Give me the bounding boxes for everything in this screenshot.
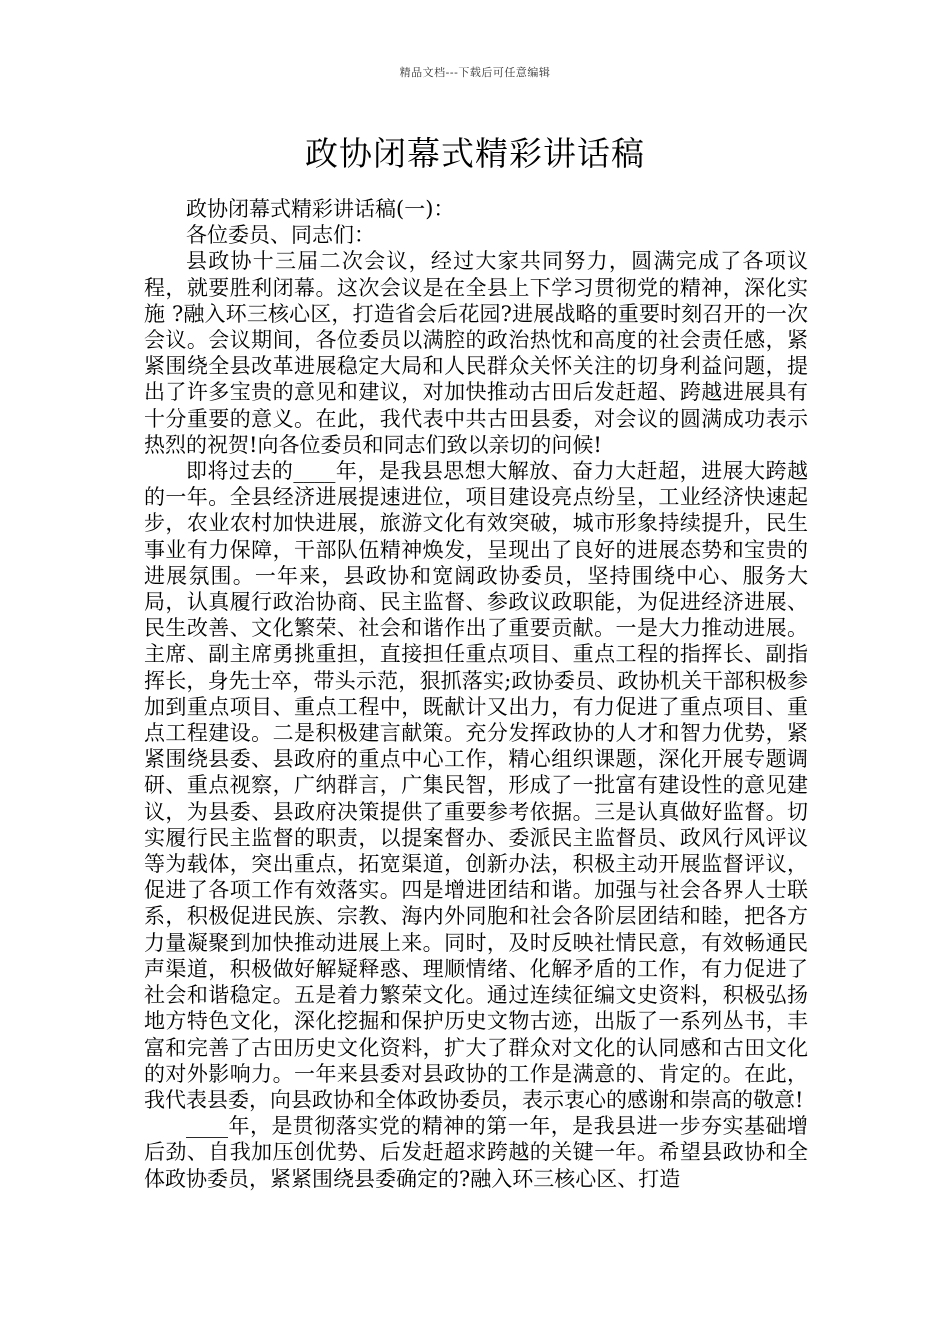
document-body bbox=[144, 196, 808, 1192]
body-paragraph: ____年，是贯彻落实党的精神的第一年，是我县进一步夯实基础增后劲、自我加压创优势、后发赶超求跨越的关键一年。希望县政协和全体政协委员，紧紧围绕县委确定的?融入环三核心区、打造 bbox=[144, 1114, 808, 1191]
document-title: 政协闭幕式精彩讲话稿 bbox=[305, 134, 645, 173]
page-header-note: 精品文档---下载后可任意编辑 bbox=[399, 66, 551, 79]
speech-subtitle: 政协闭幕式精彩讲话稿(一)： bbox=[186, 197, 455, 221]
body-paragraph: 县政协十三届二次会议，经过大家共同努力，圆满完成了各项议程，就要胜利闭幕。这次会议是在全县上下学习贯彻党的精神，深化实施 ?融入环三核心区，打造省会后花园?进展战略的重要时刻召开的一次会议。会议期间，各位委员以满腔的政治热忱和高度的社会责任感，紧紧围绕全县改革进展稳定大局和人民群众关怀关注的切身利益问题，提出了许多宝贵的意见和建议，对加快推动古田后发赶超、跨越进展具有十分重要的意义。在此，我代表中共古田县委，对会议的圆满成功表示热烈的祝贺!向各位委员和同志们致以亲切的问候! bbox=[144, 249, 808, 457]
salutation: 各位委员、同志们： bbox=[186, 223, 375, 248]
body-paragraph: 即将过去的____年，是我县思想大解放、奋力大赶超，进展大跨越的一年。全县经济进展提速进位，项目建设亮点纷呈，工业经济快速起步，农业农村加快进展，旅游文化有效突破，城市形象持续提升，民生事业有力保障，干部队伍精神焕发，呈现出了良好的进展态势和宝贵的进展氛围。一年来，县政协和宽阔政协委员，坚持围绕中心、服务大局，认真履行政治协商、民主监督、参政议政职能，为促进经济进展、民生改善、文化繁荣、社会和谐作出了重要贡献。一是大力推动进展。主席、副主席勇挑重担，直接担任重点项目、重点工程的指挥长、副指挥长，身先士卒，带头示范，狠抓落实;政协委员、政协机关干部积极参加到重点项目、重点工程中，既献计又出力，有力促进了重点项目、重点工程建设。二是积极建言献策。充分发挥政协的人才和智力优势，紧紧围绕县委、县政府的重点中心工作，精心组织课题，深化开展专题调研、重点视察，广纳群言，广集民智，形成了一批富有建设性的意见建议，为县委、县政府决策提供了重要参考依据。三是认真做好监督。切实履行民主监督的职责，以提案督办、委派民主监督员、政风行风评议等为载体，突出重点，拓宽渠道，创新办法，积极主动开展监督评议，促进了各项工作有效落实。四是增进团结和谐。加强与社会各界人士联系，积极促进民族、宗教、海内外同胞和社会各阶层团结和睦，把各方力量凝聚到加快推动进展上来。同时，及时反映社情民意，有效畅通民声渠道，积极做好解疑释惑、理顺情绪、化解矛盾的工作，有力促进了社会和谐稳定。五是着力繁荣文化。通过连续征编文史资料，积极弘扬地方特色文化，深化挖掘和保护历史文物古迹，出版了一系列丛书，丰富和完善了古田历史文化资料，扩大了群众对文化的认同感和古田文化的对外影响力。一年来县委对县政协的工作是满意的、肯定的。在此，我代表县委，向县政协和全体政协委员，表示衷心的感谢和崇高的敬意! bbox=[144, 459, 808, 1112]
